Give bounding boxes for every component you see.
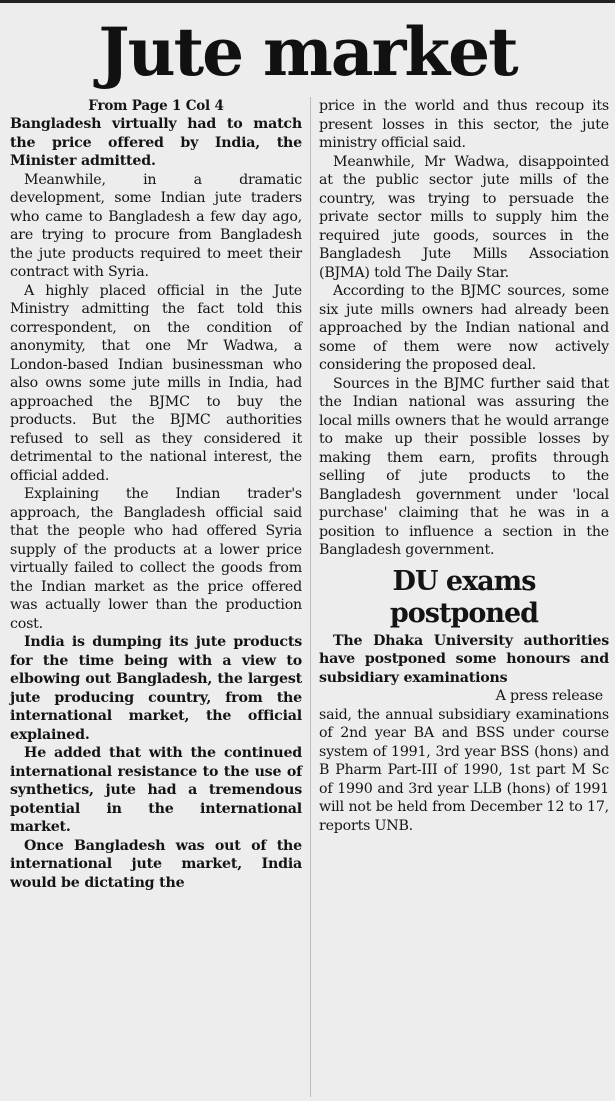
paragraph: Once Bangladesh was out of the international jute market, India would be dictating the: [10, 837, 302, 891]
paragraph: Sources in the BJMC further said that the Indian national was assuring the local mills owners that he would arrange to make up their possible losses by making them earn, profits through selling of jute products to the Bangladesh government under 'local purchase' claiming that he was in a position to influence a section in the Bangladesh government.: [319, 375, 609, 558]
paragraph: India is dumping its jute products for the time being with a view to elbowing out Bangladesh, the largest jute producing country, from the international market, the official explained.: [10, 634, 302, 743]
second-headline-line: DU exams: [392, 565, 536, 597]
second-headline-line: postponed: [389, 597, 539, 629]
paragraph: Meanwhile, in a dramatic development, some Indian jute traders who came to Bangladesh a few day ago, are trying to procure from Bangladesh the jute products required to meet their contract with Syria.: [10, 171, 302, 280]
column-divider: [310, 97, 311, 1097]
paragraph: A highly placed official in the Jute Ministry admitting the fact told this correspondent, on the condition of anonymity, that one Mr Wadwa, a London-based Indian businessman who also owns some jute mills in India, had approached the BJMC to buy the products. But the BJMC authorities refused to sell as they considered it detrimental to the national interest, the official added.: [10, 282, 302, 484]
paragraph: price in the world and thus recoup its present losses in this sector, the jute ministry official said.: [319, 98, 609, 151]
paragraph: According to the BJMC sources, some six jute mills owners had already been approached by the Indian national and some of them were now actively considering the proposed deal.: [319, 283, 609, 373]
press-release-lead: A press release: [495, 688, 603, 704]
second-article-lead: The Dhaka University authorities have postponed some honours and subsidiary examinations: [319, 632, 609, 686]
right-column: [319, 97, 609, 835]
paragraph: Explaining the Indian trader's approach, the Bangladesh official said that the people who had offered Syria supply of the products at a lower price virtually failed to collect the goods from the Indian market as the price offered was actually lower than the production cost.: [10, 486, 302, 632]
second-article-body: said, the annual subsidiary examinations of 2nd year BA and BSS under course system of 1991, 3rd year BSS (hons) and B Pharm Part-III of 1990, 1st part M Sc of 1990 and 3rd year LLB (hons) of 1991 will not be held from December 12 to 17, reports UNB.: [319, 706, 609, 834]
left-column: [10, 97, 302, 892]
jump-line: From Page 1 Col 4: [88, 98, 224, 114]
headline: Jute market: [98, 13, 517, 91]
paragraph: Meanwhile, Mr Wadwa, disappointed at the public sector jute mills of the country, was trying to persuade the private sector mills to supply him the required jute goods, sources in the Bangladesh Jute Mills Association (BJMA) told The Daily Star.: [319, 153, 609, 281]
paragraph: Bangladesh virtually had to match the price offered by India, the Minister admitted.: [10, 116, 302, 169]
paragraph: He added that with the continued international resistance to the use of synthetics, jute had a tremendous potential in the international market.: [10, 745, 302, 835]
top-rule: [0, 0, 615, 3]
second-headline: [319, 566, 609, 630]
